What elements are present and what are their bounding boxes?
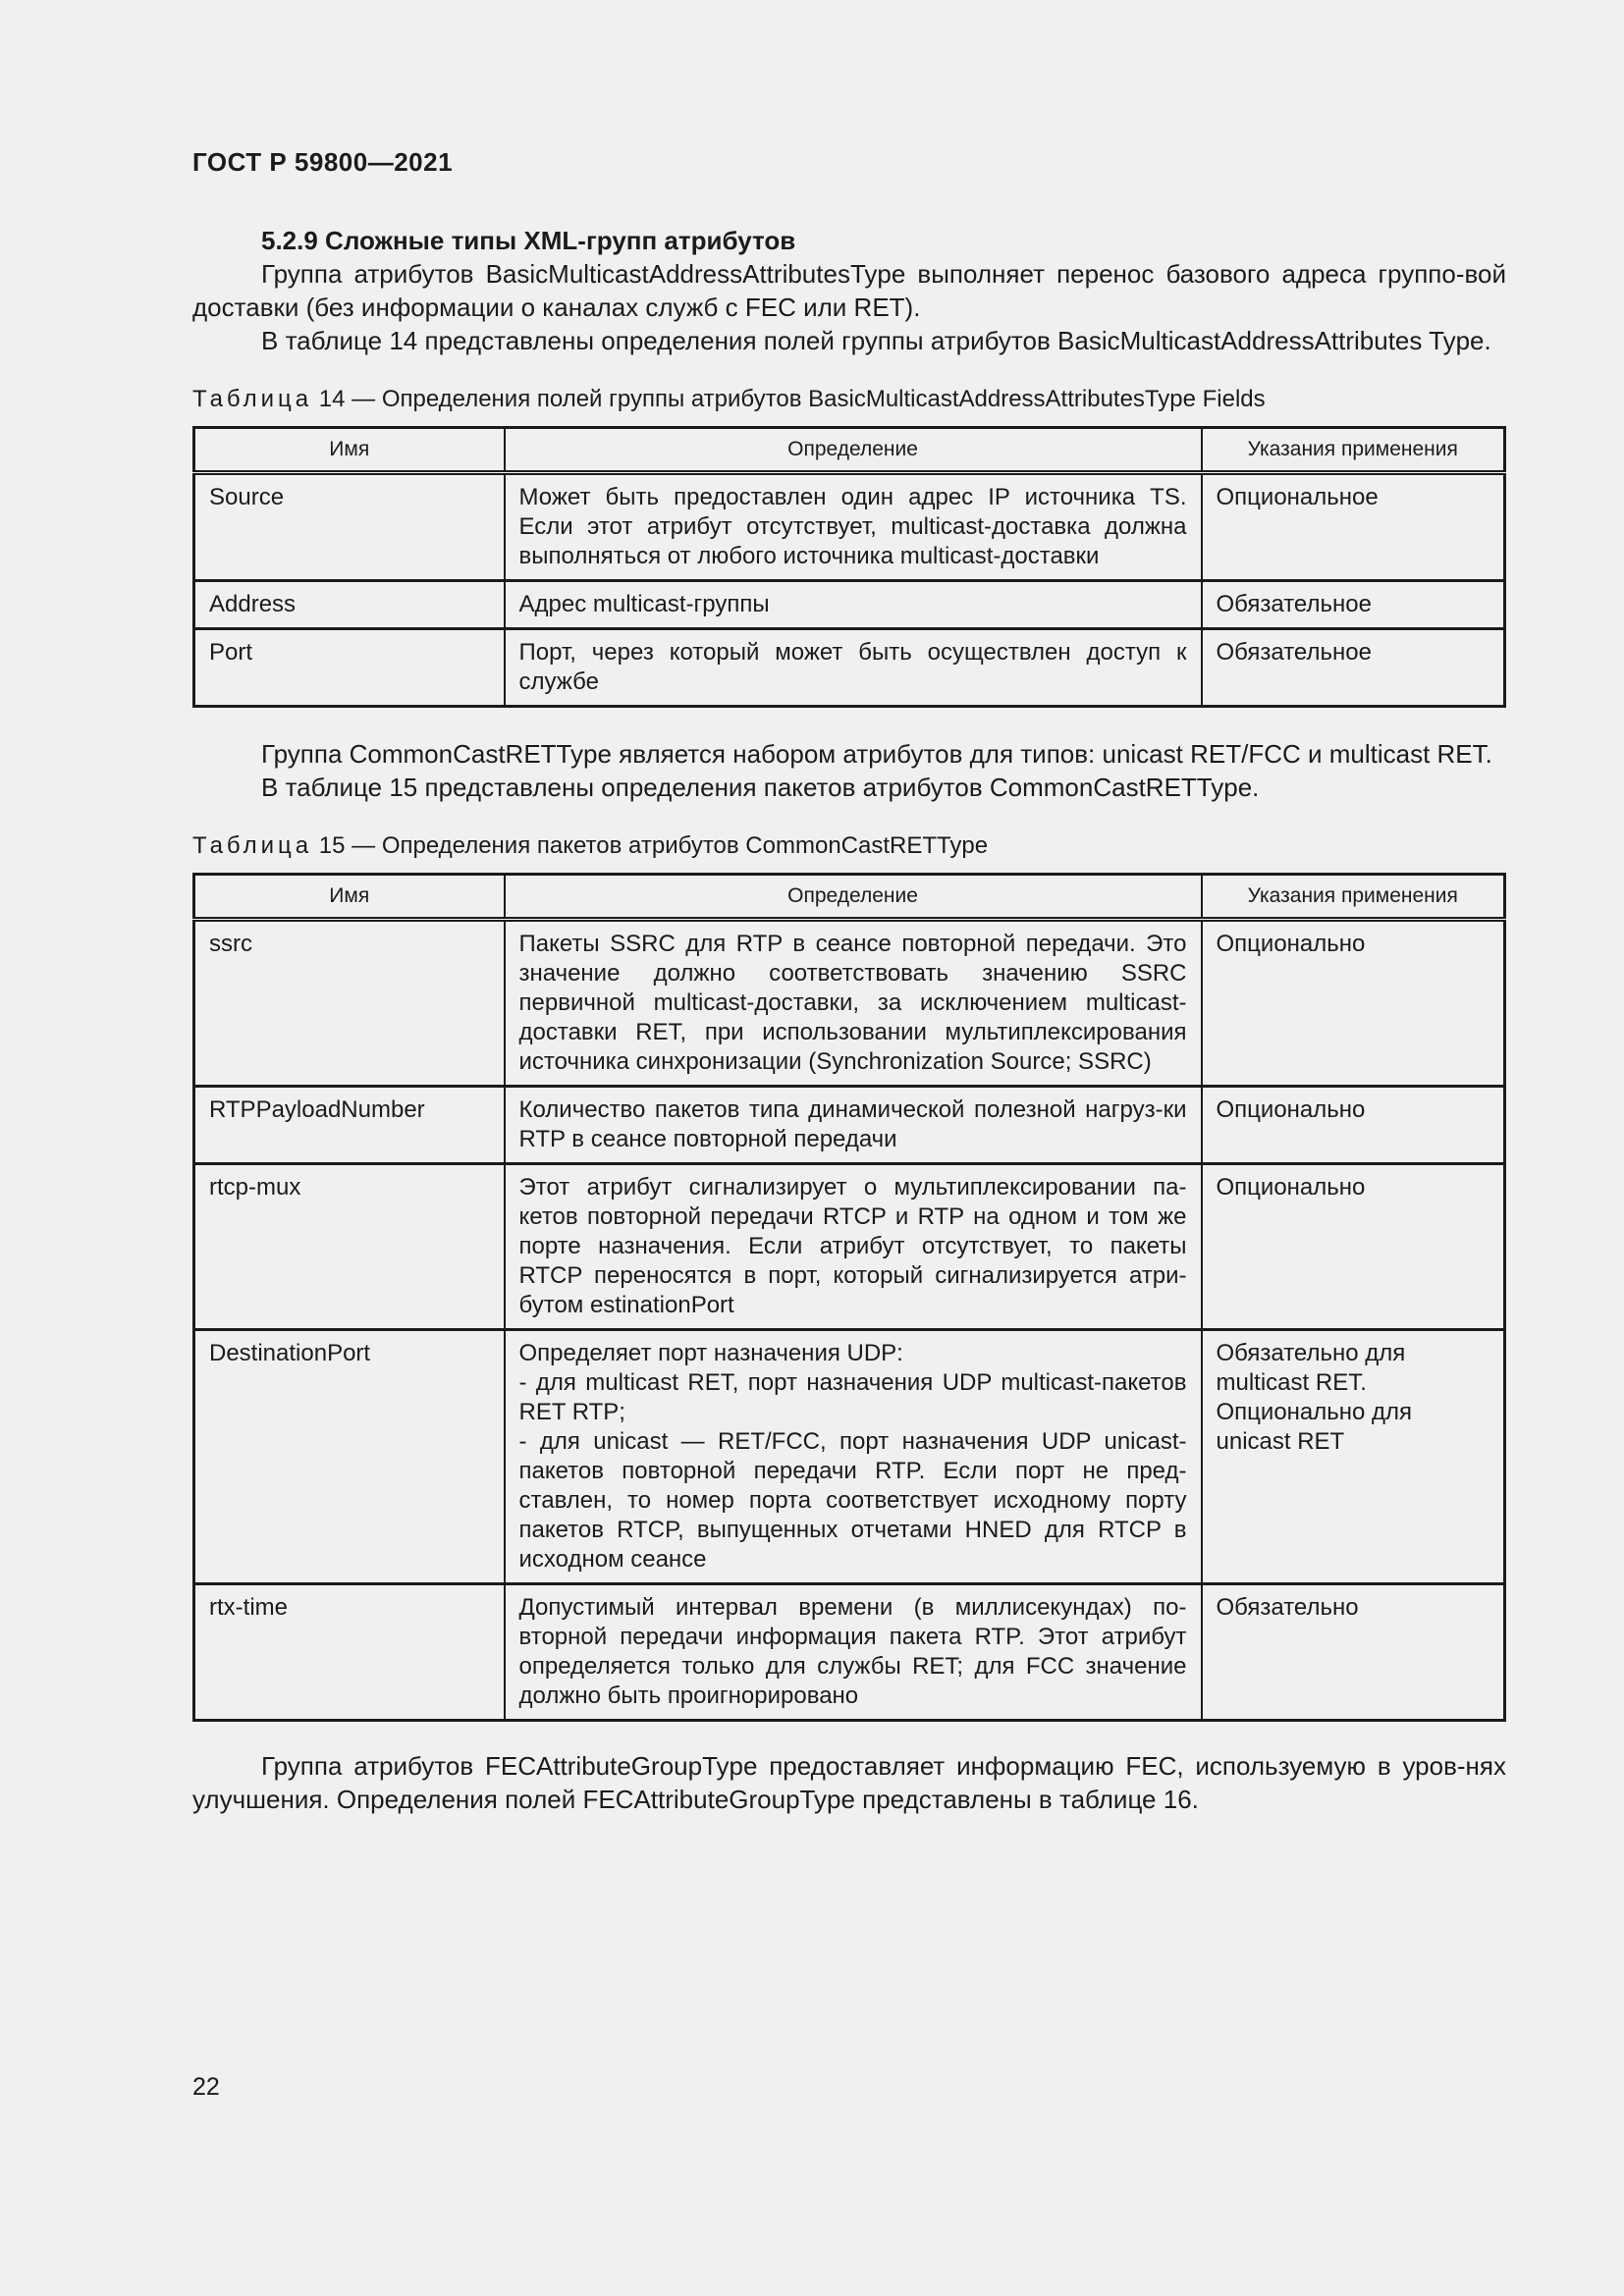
page-content <box>192 224 1506 1816</box>
paragraph-2: В таблице 14 представлены определения полей группы атрибутов BasicMulticastAddressAttributes Type. <box>261 326 1491 355</box>
table-cell-definition: Количество пакетов типа динамической полезной нагруз-ки RTP в сеансе повторной передачи <box>505 1087 1202 1164</box>
table-14-header-row <box>194 428 1505 473</box>
table-cell-definition: Допустимый интервал времени (в миллисекундах) по-вторной передачи информация пакета RTP. Этот атрибут определяется только для службы RET; для FCC значение должно быть проигнорировано <box>505 1584 1202 1721</box>
table-14-header-usage: Указания применения <box>1202 428 1505 473</box>
paragraph-1: Группа атрибутов BasicMulticastAddressAttributesType выполняет перенос базового адреса группо-вой доставки (без информации о каналах служб с FEC или RET). <box>192 259 1506 322</box>
table-cell-definition: Порт, через который может быть осуществлен доступ к службе <box>505 629 1202 707</box>
table-row <box>194 629 1505 707</box>
paragraph-3: Группа CommonCastRETType является набором атрибутов для типов: unicast RET/FCC и multicast RET. <box>261 739 1492 769</box>
paragraph-4: В таблице 15 представлены определения пакетов атрибутов CommonCastRETType. <box>261 773 1260 802</box>
table-row <box>194 1087 1505 1164</box>
table-cell-usage: Опциональное <box>1202 473 1505 581</box>
table-cell-name: Source <box>194 473 505 581</box>
table-14-header-name: Имя <box>194 428 505 473</box>
paragraph-5: Группа атрибутов FECAttributeGroupType предоставляет информацию FEC, используемую в уров-нях улучшения. Определения полей FECAttributeGroupType представлены в таблице 16. <box>192 1751 1506 1814</box>
table-cell-name: rtcp-mux <box>194 1164 505 1330</box>
table-15-caption-text: 15 — Определения пакетов атрибутов CommonCastRETType <box>318 832 989 859</box>
table-15 <box>192 873 1506 1722</box>
table-14 <box>192 426 1506 708</box>
table-cell-name: RTPPayloadNumber <box>194 1087 505 1164</box>
table-cell-name: Port <box>194 629 505 707</box>
table-14-header-definition: Определение <box>505 428 1202 473</box>
table-cell-usage: Опционально <box>1202 1087 1505 1164</box>
document-id-header: ГОСТ Р 59800—2021 <box>192 147 454 177</box>
table-row <box>194 920 1505 1087</box>
table-15-header-row <box>194 875 1505 920</box>
table-15-header-usage: Указания применения <box>1202 875 1505 920</box>
table-15-caption-word: Таблица <box>192 832 313 859</box>
spacer <box>192 708 1506 737</box>
table-14-caption <box>192 385 1506 414</box>
spacer <box>192 1722 1506 1749</box>
table-cell-usage: Обязательное <box>1202 629 1505 707</box>
table-cell-name: DestinationPort <box>194 1330 505 1584</box>
table-cell-usage: Опционально <box>1202 920 1505 1087</box>
table-14-caption-text: 14 — Определения полей группы атрибутов BasicMulticastAddressAttributesType Fields <box>318 386 1266 412</box>
table-15-caption <box>192 831 1506 861</box>
table-cell-usage: Обязательно <box>1202 1584 1505 1721</box>
section-title: 5.2.9 Сложные типы XML-групп атрибутов <box>261 226 796 255</box>
table-cell-definition: Может быть предоставлен один адрес IP источника TS. Если этот атрибут отсутствует, multicast-доставка должна выполняться от любого источника multicast-доставки <box>505 473 1202 581</box>
page-number: 22 <box>192 2073 220 2101</box>
table-cell-usage: Опционально <box>1202 1164 1505 1330</box>
table-row <box>194 473 1505 581</box>
table-row <box>194 1584 1505 1721</box>
table-15-header-definition: Определение <box>505 875 1202 920</box>
table-cell-name: rtx-time <box>194 1584 505 1721</box>
table-cell-name: Address <box>194 581 505 629</box>
table-cell-definition: Пакеты SSRC для RTP в сеансе повторной передачи. Это значение должно соответствовать значению SSRC первичной multicast-доставки, за исключением multicast-доставки RET, при использовании мультиплексирования источника синхронизации (Synchronization Source; SSRC) <box>505 920 1202 1087</box>
table-cell-definition: Этот атрибут сигнализирует о мультиплексировании па-кетов повторной передачи RTCP и RTP на одном и том же порте назначения. Если атрибут отсутствует, то пакеты RTCP переносятся в порт, который сигнализируется атри-бутом estinationPort <box>505 1164 1202 1330</box>
table-cell-usage: Обязательно для multicast RET. Опционально для unicast RET <box>1202 1330 1505 1584</box>
table-cell-name: ssrc <box>194 920 505 1087</box>
table-row <box>194 581 1505 629</box>
table-cell-usage: Обязательное <box>1202 581 1505 629</box>
table-cell-definition: Определяет порт назначения UDP: - для multicast RET, порт назначения UDP multicast-пакетов RET RTP; - для unicast — RET/FCC, порт назначения UDP unicast-пакетов повторной передачи RTP. Если порт не пред-ставлен, то номер порта соответствует исходному порту пакетов RTCP, выпущенных отчетами HNED для RTCP в исходном сеансе <box>505 1330 1202 1584</box>
table-cell-definition: Адрес multicast-группы <box>505 581 1202 629</box>
table-row <box>194 1164 1505 1330</box>
table-row <box>194 1330 1505 1584</box>
table-14-caption-word: Таблица <box>192 386 313 412</box>
table-15-header-name: Имя <box>194 875 505 920</box>
